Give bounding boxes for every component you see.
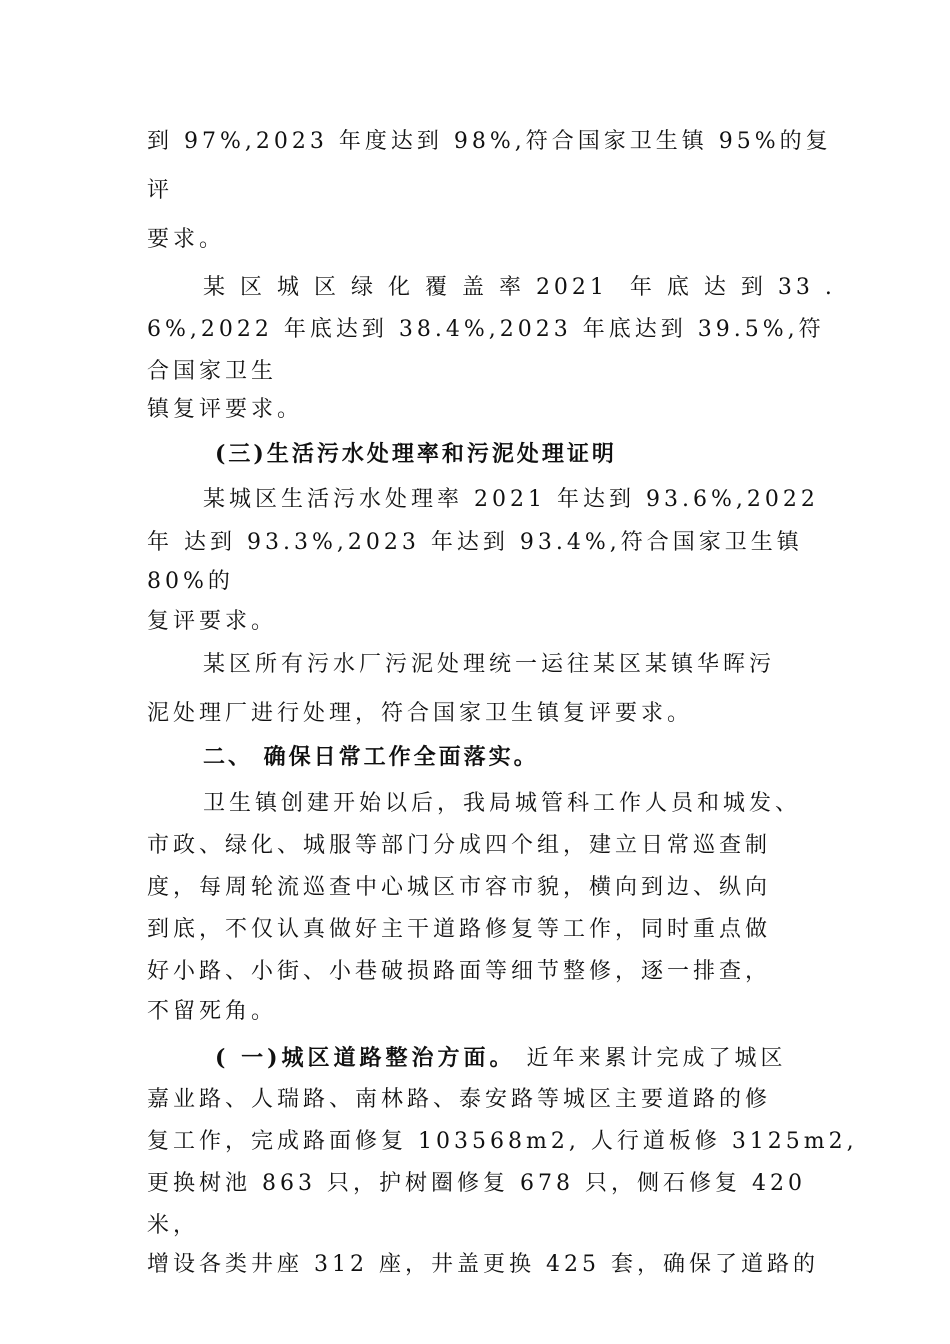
text-line: 泥处理厂进行处理，符合国家卫生镇复评要求。 — [147, 701, 694, 726]
text-line: 嘉业路、人瑞路、南林路、泰安路等城区主要道路的修 — [147, 1087, 772, 1112]
chapter-heading: 二、 确保日常工作全面落实。 — [203, 744, 539, 770]
text-line: 更换树池 863 只，护树圈修复 678 只，侧石修复 420 — [147, 1171, 806, 1196]
paragraph-line: 某城区生活污水处理率 2021 年达到 93.6%,2022 — [203, 487, 819, 512]
text-line: 合国家卫生 — [147, 359, 278, 384]
text-line: 增设各类井座 312 座，井盖更换 425 套，确保了道路的 — [147, 1252, 819, 1277]
text-line: 米， — [147, 1213, 200, 1238]
text-line: 年 达到 93.3%,2023 年达到 93.4%,符合国家卫生镇 — [147, 530, 803, 555]
paragraph-text: 近年来累计完成了城区 — [515, 1046, 787, 1071]
text-line: 镇复评要求。 — [147, 397, 304, 422]
text-line: 到 97%,2023 年度达到 98%,符合国家卫生镇 95%的复 — [147, 129, 832, 154]
paragraph-line — [215, 1044, 786, 1073]
section-heading: (三)生活污水处理率和污泥处理证明 — [215, 441, 617, 467]
text-line: 复评要求。 — [147, 609, 278, 634]
paragraph-line: 某 区 城 区 绿 化 覆 盖 率 2021 年 底 达 到 33 . — [203, 275, 836, 300]
text-line: 市政、绿化、城服等部门分成四个组，建立日常巡查制 — [147, 833, 772, 858]
text-line: 不留死角。 — [147, 999, 278, 1024]
text-line: 6%,2022 年底达到 38.4%,2023 年底达到 39.5%,符 — [147, 317, 825, 342]
subsection-heading: ( 一)城区道路整治方面。 — [215, 1045, 516, 1071]
text-line: 要求。 — [147, 227, 226, 252]
text-line: 到底，不仅认真做好主干道路修复等工作，同时重点做 — [147, 917, 772, 942]
text-line: 度，每周轮流巡查中心城区市容市貌，横向到边、纵向 — [147, 875, 772, 900]
text-line: 复工作，完成路面修复 103568m2, 人行道板修 3125m2, — [147, 1129, 858, 1154]
text-line: 80%的 — [147, 569, 234, 594]
paragraph-line: 某区所有污水厂污泥处理统一运往某区某镇华晖污 — [203, 652, 776, 677]
text-line: 好小路、小街、小巷破损路面等细节整修，逐一排查， — [147, 959, 772, 984]
paragraph-line: 卫生镇创建开始以后，我局城管科工作人员和城发、 — [203, 791, 802, 816]
text-line: 评 — [147, 178, 174, 203]
